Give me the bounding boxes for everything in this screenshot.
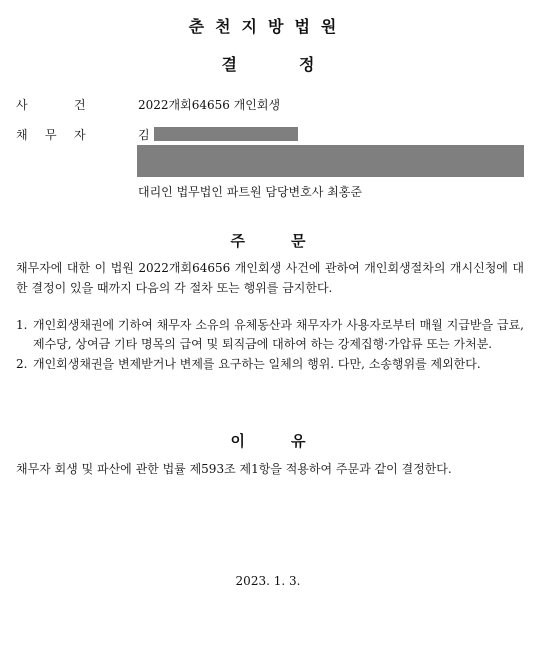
case-label [16, 96, 86, 113]
order-item [16, 355, 524, 374]
reason-text: 채무자 회생 및 파산에 관한 법률 제593조 제1항을 적용하여 주문과 같이 결정한다. [16, 462, 452, 476]
order-item-number: 2. [16, 357, 28, 371]
reason-title [0, 430, 536, 451]
reason-title-char: 이 [230, 432, 245, 450]
debtor-agent: 대리인 법무법인 파트원 담당변호사 최홍준 [138, 185, 362, 199]
debtor-label-char: 무 [45, 128, 57, 142]
order-list [16, 316, 524, 374]
redacted-address [137, 145, 524, 177]
case-number: 2022개회64656 개인회생 [138, 98, 281, 112]
order-item-text: 개인회생채권을 변제받거나 변제를 요구하는 일체의 행위. 다만, 소송행위를 제외한다. [33, 357, 481, 371]
debtor-label [16, 126, 86, 143]
decision-date: 2023. 1. 3. [235, 574, 301, 588]
order-item [16, 316, 524, 354]
debtor-name-prefix: 김 [138, 128, 150, 142]
document-title [0, 52, 536, 75]
document-title-right: 정 [299, 55, 315, 74]
debtor-label-char: 채 [16, 128, 28, 142]
redacted-name [154, 127, 298, 141]
order-item-number: 1. [16, 318, 28, 332]
case-label-char: 건 [74, 98, 86, 112]
order-intro: 채무자에 대한 이 법원 2022개회64656 개인회생 사건에 관하여 개인회생절차의 개시신청에 대한 결정이 있을 때까지 다음의 각 절차 또는 행위를 금지한다. [16, 261, 524, 295]
order-title-char: 주 [230, 232, 245, 250]
debtor-label-char: 자 [74, 128, 86, 142]
order-item-text: 개인회생채권에 기하여 채무자 소유의 유체동산과 채무자가 사용자로부터 매월 지급받을 급료, 제수당, 상여금 기타 명목의 급여 및 퇴직금에 대하여 하는 강제집행·가압류 또는 가처분. [33, 318, 524, 351]
document-title-left: 결 [221, 55, 237, 74]
order-title-char: 문 [291, 232, 306, 250]
case-label-char: 사 [16, 98, 28, 112]
reason-title-char: 유 [291, 432, 306, 450]
court-name: 춘천지방법원 [188, 17, 348, 36]
order-title [0, 230, 536, 251]
